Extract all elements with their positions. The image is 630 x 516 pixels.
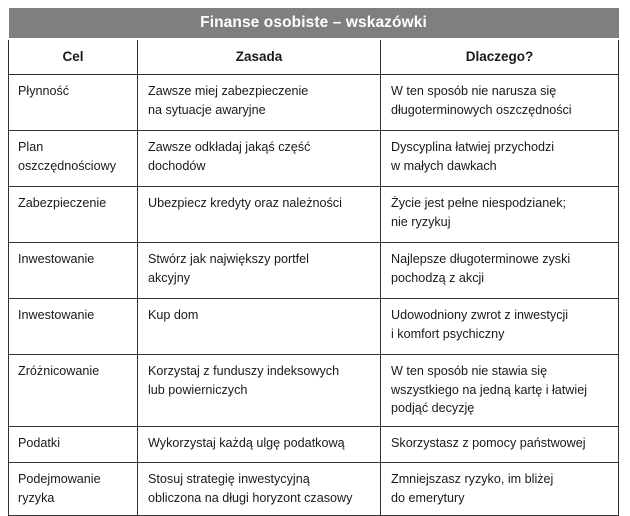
cell-line: Zmniejszasz ryzyko, im bliżej [391, 471, 554, 486]
cell-line: podjąć decyzję [391, 401, 475, 416]
cell-line: akcyjny [148, 270, 190, 285]
column-header-cel: Cel [9, 39, 138, 75]
cell-line: wszystkiego na jedną kartę i łatwiej [391, 382, 587, 397]
cell-line: Korzystaj z funduszy indeksowych [148, 364, 340, 378]
cell-line: obliczona na długi horyzont czasowy [148, 490, 353, 505]
cell-line: Zróżnicowanie [18, 364, 100, 378]
cell-line: Podejmowanie [18, 471, 101, 486]
table-title-row [9, 8, 619, 39]
cell-cel [9, 299, 138, 355]
cell-line: Zawsze miej zabezpieczenie [148, 84, 309, 98]
cell-line: Kup dom [148, 308, 199, 322]
cell-zasada [138, 462, 381, 515]
cell-line: Inwestowanie [18, 308, 95, 322]
finance-tips-table-wrapper [8, 8, 618, 516]
finance-tips-table [8, 8, 619, 516]
table-row [9, 131, 619, 187]
table-row [9, 355, 619, 427]
page-title: Finanse osobiste – wskazówki [9, 8, 619, 39]
cell-line: Płynność [18, 84, 70, 98]
cell-dlaczego [381, 131, 619, 187]
cell-zasada [138, 243, 381, 299]
cell-line: pochodzą z akcji [391, 270, 485, 285]
cell-line: Podatki [18, 435, 61, 450]
cell-cel [9, 187, 138, 243]
cell-line: Udowodniony zwrot z inwestycji [391, 308, 569, 322]
cell-line: Najlepsze długoterminowe zyski [391, 252, 571, 266]
cell-line: i komfort psychiczny [391, 326, 505, 341]
cell-dlaczego [381, 355, 619, 427]
cell-cel [9, 243, 138, 299]
cell-cel [9, 75, 138, 131]
cell-cel [9, 426, 138, 462]
cell-dlaczego [381, 75, 619, 131]
cell-line: ryzyka [18, 490, 55, 505]
cell-zasada [138, 426, 381, 462]
cell-zasada [138, 187, 381, 243]
cell-line: W ten sposób nie narusza się [391, 84, 557, 98]
cell-line: W ten sposób nie stawia się [391, 364, 548, 378]
cell-dlaczego [381, 299, 619, 355]
table-row [9, 299, 619, 355]
cell-line: do emerytury [391, 490, 465, 505]
cell-line: Zawsze odkładaj jakąś część [148, 140, 311, 154]
cell-line: nie ryzykuj [391, 214, 451, 229]
cell-cel [9, 462, 138, 515]
cell-zasada [138, 355, 381, 427]
cell-line: Plan [18, 140, 44, 154]
table-header-row [9, 39, 619, 75]
cell-line: dochodów [148, 158, 206, 173]
cell-line: długoterminowych oszczędności [391, 102, 572, 117]
cell-line: Inwestowanie [18, 252, 95, 266]
cell-cel [9, 355, 138, 427]
cell-cel [9, 131, 138, 187]
cell-line: Dyscyplina łatwiej przychodzi [391, 140, 555, 154]
cell-line: Stosuj strategię inwestycyjną [148, 471, 310, 486]
cell-dlaczego [381, 462, 619, 515]
cell-line: Życie jest pełne niespodzianek; [391, 196, 567, 210]
cell-dlaczego [381, 187, 619, 243]
cell-line: Skorzystasz z pomocy państwowej [391, 435, 586, 450]
table-row [9, 243, 619, 299]
table-row [9, 187, 619, 243]
cell-line: oszczędnościowy [18, 158, 116, 173]
column-header-dlaczego: Dlaczego? [381, 39, 619, 75]
cell-zasada [138, 299, 381, 355]
table-row [9, 462, 619, 515]
cell-dlaczego [381, 426, 619, 462]
cell-line: Zabezpieczenie [18, 196, 107, 210]
cell-line: na sytuacje awaryjne [148, 102, 266, 117]
cell-zasada [138, 131, 381, 187]
cell-line: Ubezpiecz kredyty oraz należności [148, 196, 342, 210]
cell-line: lub powierniczych [148, 382, 248, 397]
cell-dlaczego [381, 243, 619, 299]
cell-zasada [138, 75, 381, 131]
cell-line: w małych dawkach [391, 158, 497, 173]
cell-line: Wykorzystaj każdą ulgę podatkową [148, 435, 345, 450]
column-header-zasada: Zasada [138, 39, 381, 75]
table-row [9, 75, 619, 131]
table-row [9, 426, 619, 462]
cell-line: Stwórz jak największy portfel [148, 252, 309, 266]
